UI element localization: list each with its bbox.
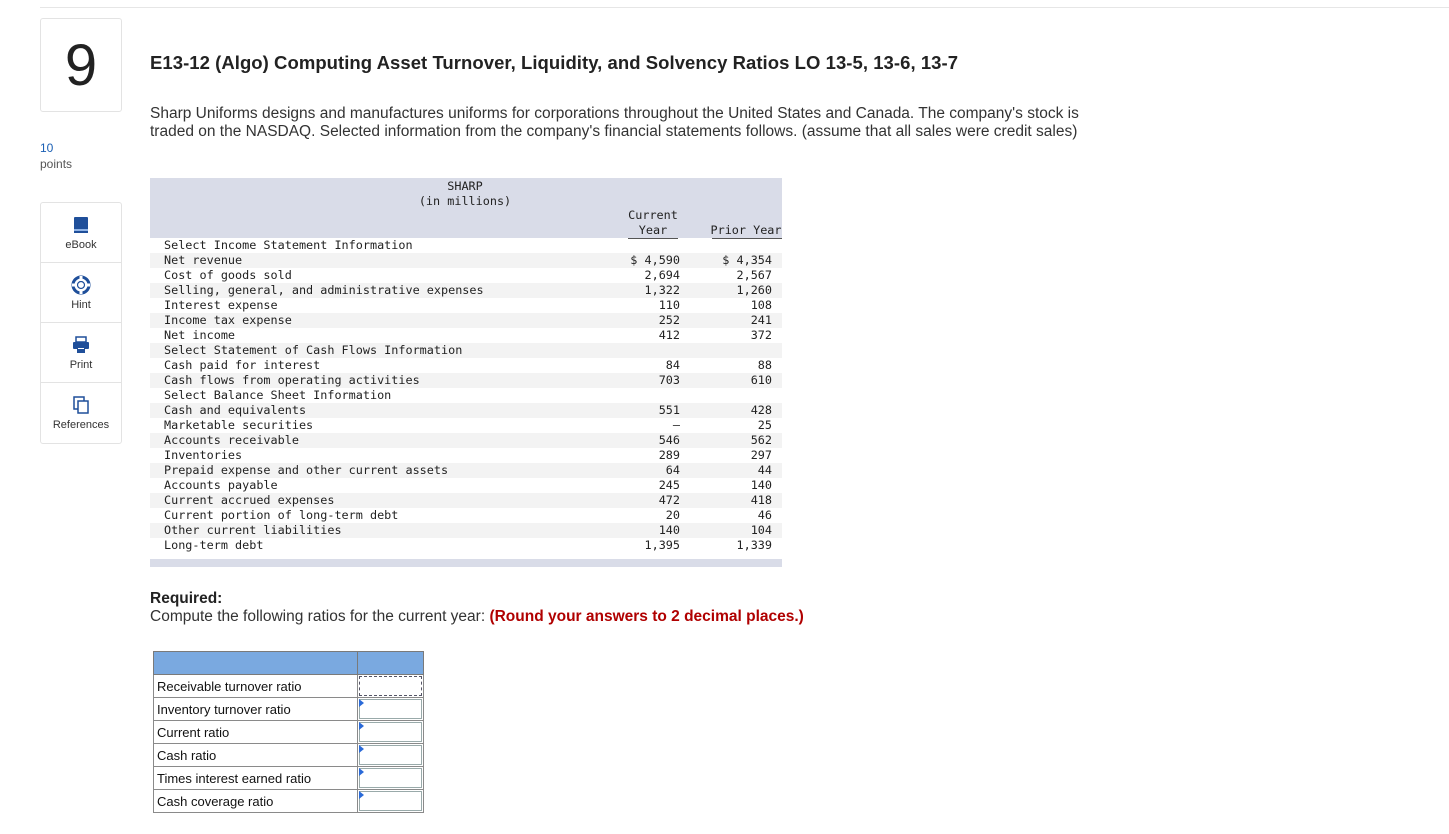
answer-flag-icon — [359, 768, 364, 776]
col-header-current: Current Year — [628, 208, 678, 237]
current-year-value: 472 — [658, 493, 680, 507]
row-label: Select Statement of Cash Flows Information — [164, 343, 463, 357]
statement-row — [150, 268, 782, 283]
statement-row — [150, 478, 782, 493]
printer-icon — [71, 335, 91, 355]
ebook-button[interactable] — [41, 203, 121, 263]
statement-row — [150, 283, 782, 298]
statement-row — [150, 433, 782, 448]
current-year-value: 252 — [658, 313, 680, 327]
header-cell-value — [358, 652, 424, 675]
header-cell-label — [154, 652, 358, 675]
statement-footer — [150, 559, 782, 567]
statement-row — [150, 523, 782, 538]
ratio-answer-cell — [358, 790, 424, 813]
prior-year-value: 46 — [757, 508, 772, 522]
row-label: Cash and equivalents — [164, 403, 307, 417]
answer-row — [154, 767, 424, 790]
row-label: Accounts receivable — [164, 433, 299, 447]
answer-flag-icon — [359, 722, 364, 730]
required-text: Compute the following ratios for the current year: — [150, 608, 490, 625]
statement-row — [150, 463, 782, 478]
current-year-value: 546 — [658, 433, 680, 447]
answer-table-header — [154, 652, 424, 675]
ratio-answer-input[interactable] — [359, 722, 422, 742]
current-year-value: 140 — [658, 523, 680, 537]
question-title: E13-12 (Algo) Computing Asset Turnover, Liquidity, and Solvency Ratios LO 13-5, 13-6, 13-7 — [150, 52, 959, 73]
answer-flag-icon — [359, 745, 364, 753]
prior-year-value: 108 — [750, 298, 772, 312]
answer-row — [154, 790, 424, 813]
prior-year-value: 1,260 — [736, 283, 772, 297]
answer-row — [154, 698, 424, 721]
required-emphasis: (Round your answers to 2 decimal places.) — [489, 608, 804, 625]
ratio-answer-input[interactable] — [359, 699, 422, 719]
prior-year-value: 140 — [750, 478, 772, 492]
col-header-prior: Prior Year — [710, 223, 782, 237]
prior-year-value: 104 — [750, 523, 772, 537]
row-label: Interest expense — [164, 298, 278, 312]
prior-year-value: 562 — [750, 433, 772, 447]
ratio-label: Current ratio — [154, 721, 358, 744]
current-year-value: 412 — [658, 328, 680, 342]
statement-row — [150, 313, 782, 328]
ratio-answer-input[interactable] — [359, 768, 422, 788]
current-year-value: — — [672, 418, 680, 432]
prior-year-value: 25 — [757, 418, 772, 432]
prior-year-value: 418 — [750, 493, 772, 507]
hint-button[interactable] — [41, 263, 121, 323]
statement-row — [150, 358, 782, 373]
ratio-answer-cell — [358, 744, 424, 767]
answer-row — [154, 675, 424, 698]
required-heading: Required: — [150, 590, 223, 607]
top-divider — [40, 7, 1449, 8]
statement-row — [150, 253, 782, 268]
prior-year-value: $ 4,354 — [722, 253, 772, 267]
prior-year-value: 2,567 — [736, 268, 772, 282]
row-label: Cash paid for interest — [164, 358, 321, 372]
current-year-value: 64 — [665, 463, 680, 477]
references-button[interactable] — [41, 383, 121, 443]
statement-row — [150, 448, 782, 463]
current-year-value: 1,322 — [644, 283, 680, 297]
row-label: Inventories — [164, 448, 243, 462]
ratio-answer-cell — [358, 721, 424, 744]
current-year-value: 703 — [658, 373, 680, 387]
ratio-label: Inventory turnover ratio — [154, 698, 358, 721]
answer-row — [154, 721, 424, 744]
company-name: SHARP — [447, 179, 483, 193]
ebook-label: eBook — [65, 239, 97, 251]
answer-flag-icon — [359, 791, 364, 799]
row-label: Selling, general, and administrative expenses — [164, 283, 484, 297]
statement-row — [150, 538, 782, 553]
question-intro: Sharp Uniforms designs and manufactures uniforms for corporations throughout the United States and Canada. The company's stock is traded on the NASDAQ. Selected information from the company's financial statements follows. (assume that all sales were credit sales) — [150, 105, 1079, 140]
references-label: References — [52, 419, 110, 431]
ratio-label: Receivable turnover ratio — [154, 675, 358, 698]
current-year-value: $ 4,590 — [630, 253, 680, 267]
prior-year-value: 241 — [750, 313, 772, 327]
ratio-answer-cell — [358, 767, 424, 790]
statement-row — [150, 343, 782, 358]
ratio-label: Cash ratio — [154, 744, 358, 767]
ratio-answer-input[interactable] — [359, 676, 422, 696]
documents-icon — [71, 395, 91, 415]
current-year-value: 245 — [658, 478, 680, 492]
current-year-value: 289 — [658, 448, 680, 462]
answer-row — [154, 744, 424, 767]
ratio-answer-cell — [358, 675, 424, 698]
answer-flag-icon — [359, 699, 364, 707]
statement-units: (in millions) — [418, 194, 512, 208]
statement-row — [150, 328, 782, 343]
ratio-label: Times interest earned ratio — [154, 767, 358, 790]
question-number: 9 — [40, 18, 122, 112]
prior-year-value: 88 — [757, 358, 772, 372]
current-year-value: 1,395 — [644, 538, 680, 552]
row-label: Cost of goods sold — [164, 268, 292, 282]
current-year-value: 551 — [658, 403, 680, 417]
hint-label: Hint — [71, 299, 91, 311]
required-section — [150, 590, 804, 626]
row-label: Marketable securities — [164, 418, 314, 432]
prior-year-value: 610 — [750, 373, 772, 387]
prior-year-value: 428 — [750, 403, 772, 417]
statement-row — [150, 388, 782, 403]
statement-row — [150, 403, 782, 418]
lifebuoy-icon — [71, 275, 91, 295]
statement-company — [400, 179, 530, 209]
statement-row — [150, 508, 782, 523]
ratio-label: Cash coverage ratio — [154, 790, 358, 813]
prior-year-value: 372 — [750, 328, 772, 342]
current-year-value: 2,694 — [644, 268, 680, 282]
row-label: Select Income Statement Information — [164, 238, 413, 252]
ratio-answer-input[interactable] — [359, 791, 422, 811]
book-icon — [71, 215, 91, 235]
financial-statement — [150, 178, 782, 567]
statement-row — [150, 493, 782, 508]
prior-year-value: 44 — [757, 463, 772, 477]
row-label: Current accrued expenses — [164, 493, 335, 507]
current-year-value: 84 — [665, 358, 680, 372]
statement-row — [150, 418, 782, 433]
row-label: Current portion of long-term debt — [164, 508, 399, 522]
current-year-value: 20 — [665, 508, 680, 522]
ratio-answer-input[interactable] — [359, 745, 422, 765]
row-label: Income tax expense — [164, 313, 292, 327]
points-label: points — [40, 157, 73, 171]
statement-row — [150, 238, 782, 253]
answer-table — [153, 651, 424, 813]
row-label: Accounts payable — [164, 478, 278, 492]
row-label: Select Balance Sheet Information — [164, 388, 392, 402]
row-label: Prepaid expense and other current assets — [164, 463, 449, 477]
row-label: Net revenue — [164, 253, 243, 267]
current-year-value: 110 — [658, 298, 680, 312]
print-button[interactable] — [41, 323, 121, 383]
tool-panel — [40, 202, 122, 444]
statement-row — [150, 298, 782, 313]
points-indicator — [40, 140, 72, 172]
print-label: Print — [69, 359, 93, 371]
ratio-answer-cell — [358, 698, 424, 721]
row-label: Other current liabilities — [164, 523, 342, 537]
statement-row — [150, 373, 782, 388]
prior-year-value: 297 — [750, 448, 772, 462]
row-label: Long-term debt — [164, 538, 264, 552]
row-label: Net income — [164, 328, 236, 342]
points-value: 10 — [40, 141, 54, 155]
row-label: Cash flows from operating activities — [164, 373, 420, 387]
prior-year-value: 1,339 — [736, 538, 772, 552]
